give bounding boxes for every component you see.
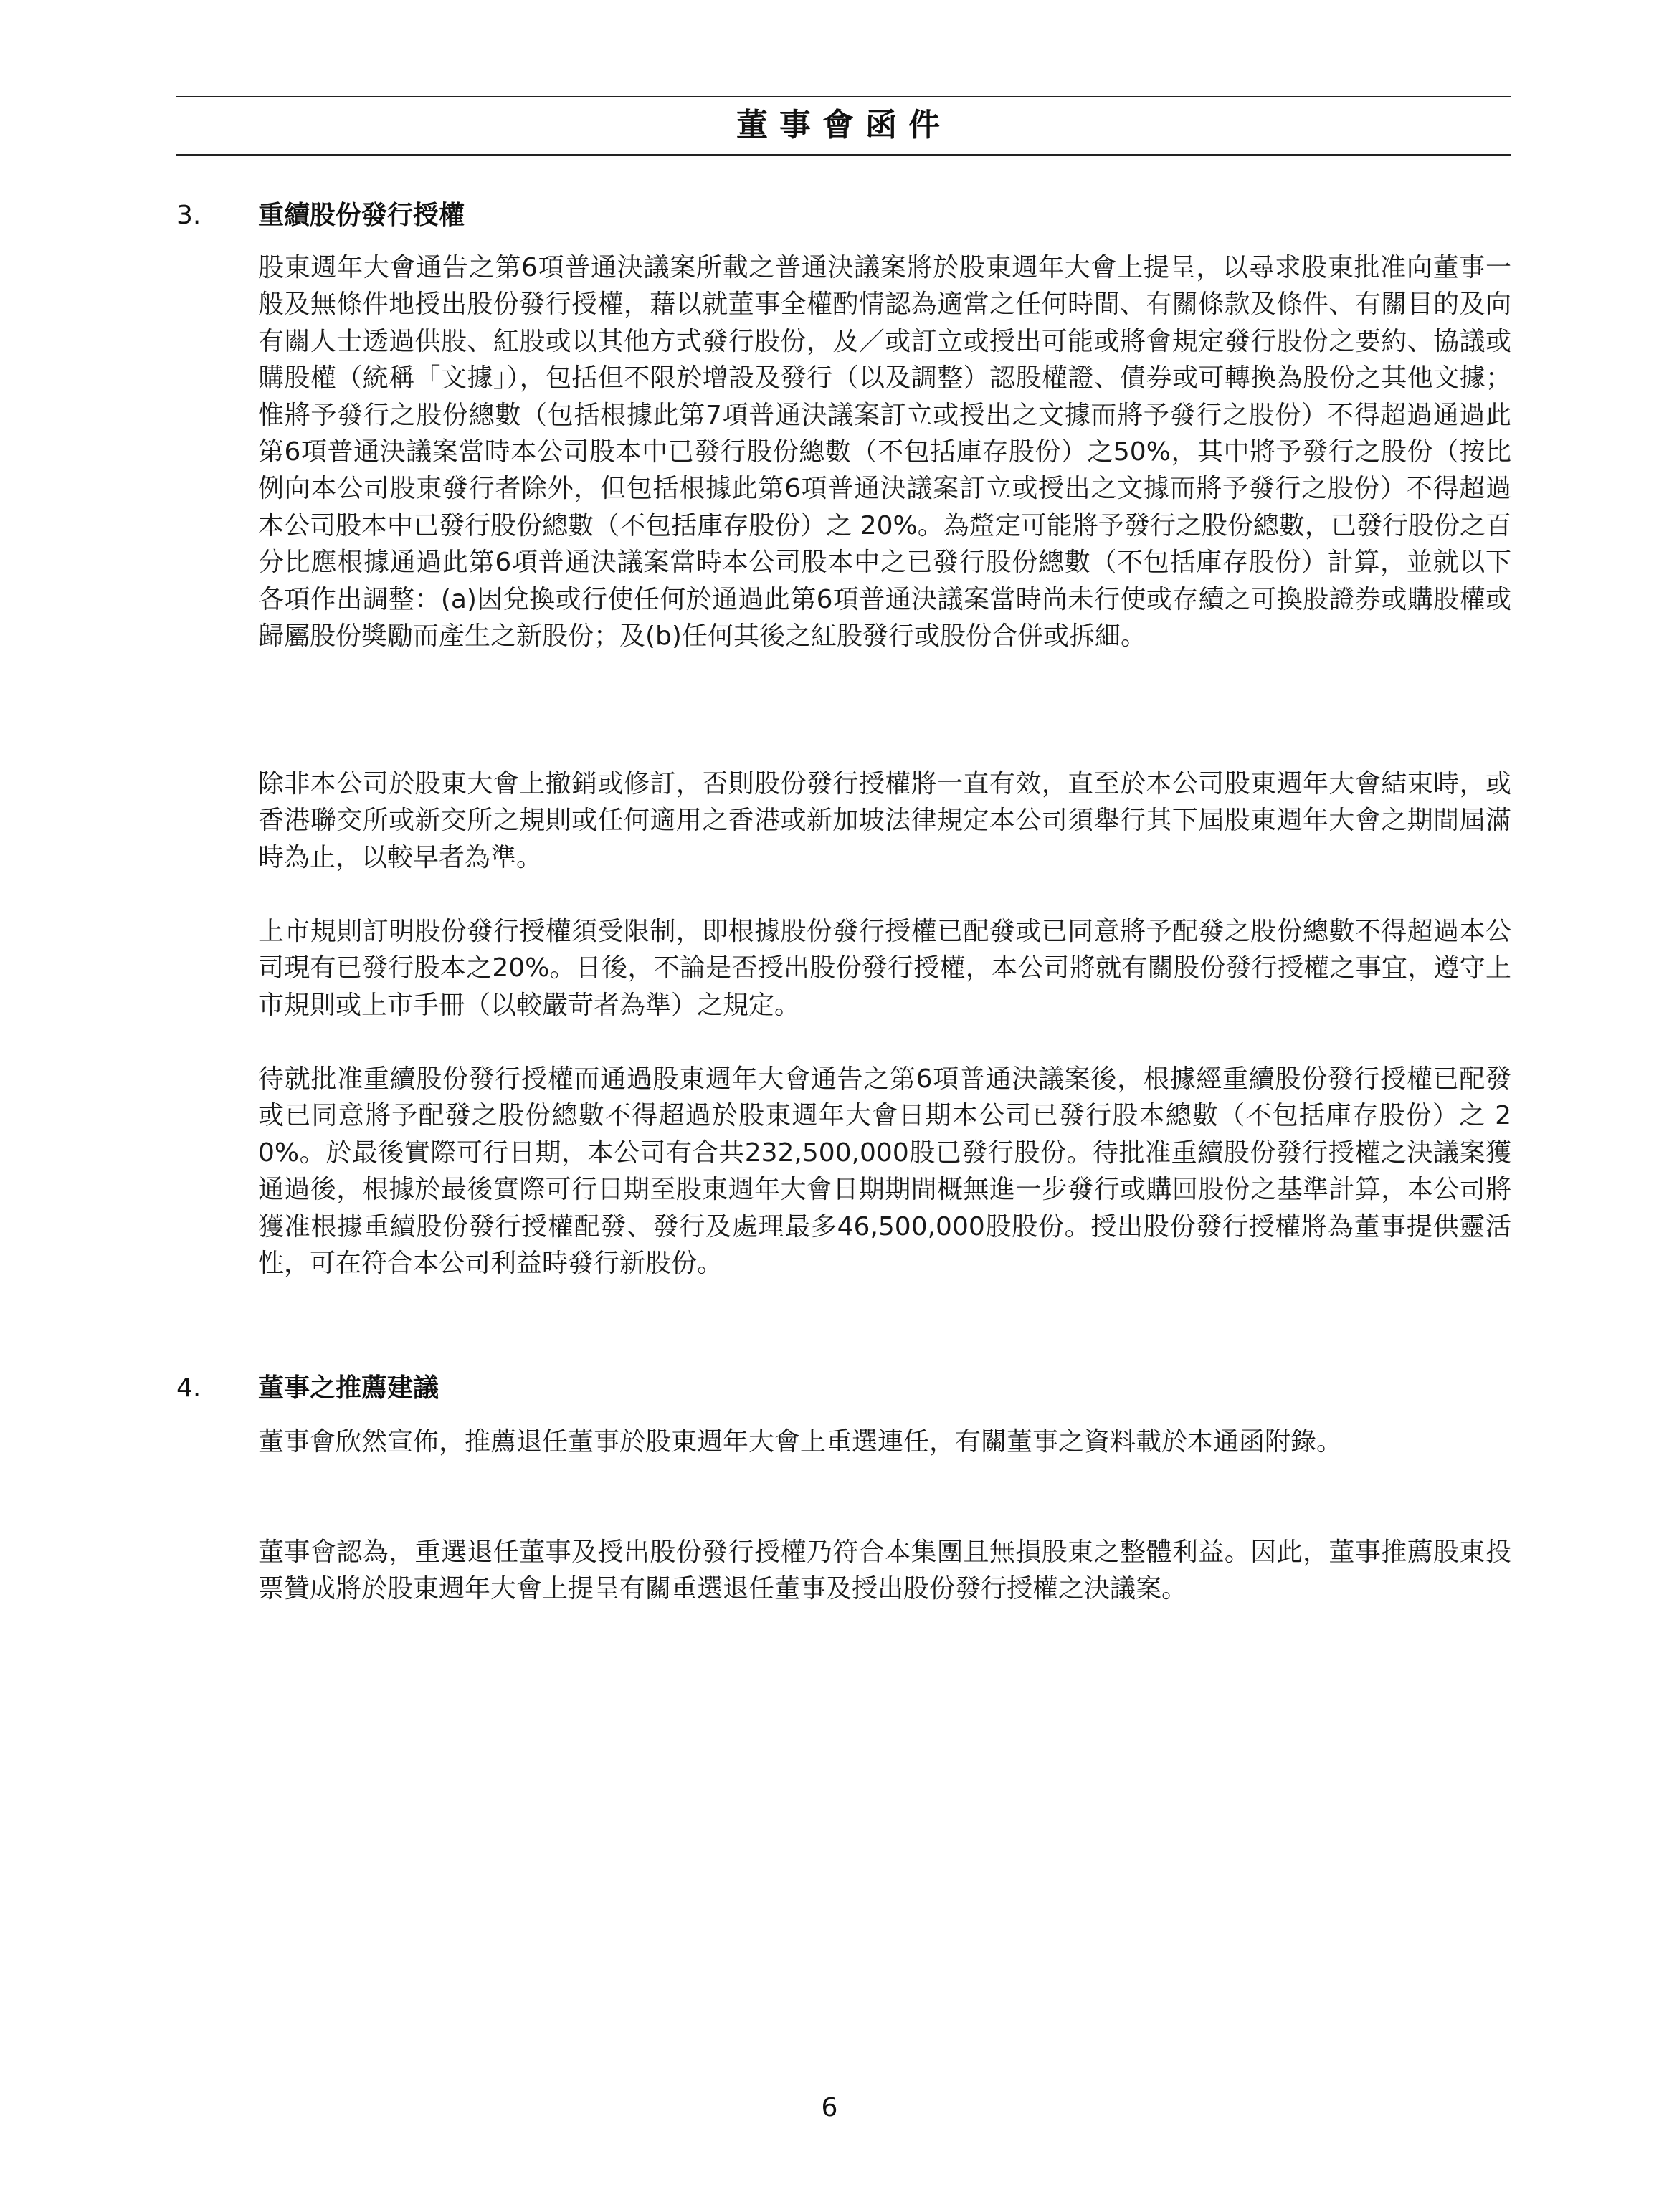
section-3-paragraph-3: 上市規則訂明股份發行授權須受限制，即根據股份發行授權已配發或已同意將予配發之股份總數不得超過本公司現有已發行股本之20%。日後，不論是否授出股份發行授權，本公司將就有關股份發行授權之事宜，遵守上市規則或上市手冊（以較嚴苛者為準）之規定。 xyxy=(258,917,1511,1020)
header-bottom-rule xyxy=(176,154,1511,156)
section-number: 4. xyxy=(176,1373,201,1403)
header-top-rule xyxy=(176,96,1511,97)
section-3-heading xyxy=(176,198,465,234)
section-3-paragraph-4: 待就批准重續股份發行授權而通過股東週年大會通告之第6項普通決議案後，根據經重續股份發行授權已配發或已同意將予配發之股份總數不得超過於股東週年大會日期本公司已發行股本總數（不包括庫存股份）之 20%。於最後實際可行日期，本公司有合共232,500,000股已發行股份。待批准重續股份發行授權之決議案獲通過後，根據於最後實際可行日期至股東週年大會日期期間概無進一步發行或購回股份之基準計算，本公司將獲准根據重續股份發行授權配發、發行及處理最多46,500,000股股份。授出股份發行授權將為董事提供靈活性，可在符合本公司利益時發行新股份。 xyxy=(258,1064,1511,1279)
section-4-heading xyxy=(176,1370,439,1406)
page-number: 6 xyxy=(821,2093,838,2122)
page-header-title: 董事會函件 xyxy=(736,107,951,143)
section-number: 3. xyxy=(176,201,201,230)
section-3-paragraph-1: 股東週年大會通告之第6項普通決議案所載之普通決議案將於股東週年大會上提呈，以尋求股東批准向董事一般及無條件地授出股份發行授權，藉以就董事全權酌情認為適當之任何時間、有關條款及條件、有關目的及向有關人士透過供股、紅股或以其他方式發行股份，及／或訂立或授出可能或將會規定發行股份之要約、協議或購股權（統稱「文據」），包括但不限於增設及發行（以及調整）認股權證、債券或可轉換為股份之其他文據；惟將予發行之股份總數（包括根據此第7項普通決議案訂立或授出之文據而將予發行之股份）不得超過通過此第6項普通決議案當時本公司股本中已發行股份總數（不包括庫存股份）之50%，其中將予發行之股份（按比例向本公司股東發行者除外，但包括根據此第6項普通決議案訂立或授出之文據而將予發行之股份）不得超過本公司股本中已發行股份總數（不包括庫存股份）之 20%。為釐定可能將予發行之股份總數，已發行股份之百分比應根據通過此第6項普通決議案當時本公司股本中之已發行股份總數（不包括庫存股份）計算，並就以下各項作出調整：(a)因兌換或行使任何於通過此第6項普通決議案當時尚未行使或存續之可換股證券或購股權或歸屬股份獎勵而產生之新股份；及(b)任何其後之紅股發行或股份合併或拆細。 xyxy=(258,253,1511,652)
section-title: 重續股份發行授權 xyxy=(258,201,465,230)
section-title: 董事之推薦建議 xyxy=(258,1373,439,1403)
section-3-paragraph-2: 除非本公司於股東大會上撤銷或修訂，否則股份發行授權將一直有效，直至於本公司股東週年大會結束時，或香港聯交所或新交所之規則或任何適用之香港或新加坡法律規定本公司須舉行其下屆股東週年大會之期間屆滿時為止，以較早者為準。 xyxy=(258,769,1511,872)
section-4-paragraph-1: 董事會欣然宣佈，推薦退任董事於股東週年大會上重選連任，有關董事之資料載於本通函附錄。 xyxy=(258,1427,1343,1457)
section-4-paragraph-2: 董事會認為，重選退任董事及授出股份發行授權乃符合本集團且無損股東之整體利益。因此，董事推薦股東投票贊成將於股東週年大會上提呈有關重選退任董事及授出股份發行授權之決議案。 xyxy=(258,1538,1511,1604)
